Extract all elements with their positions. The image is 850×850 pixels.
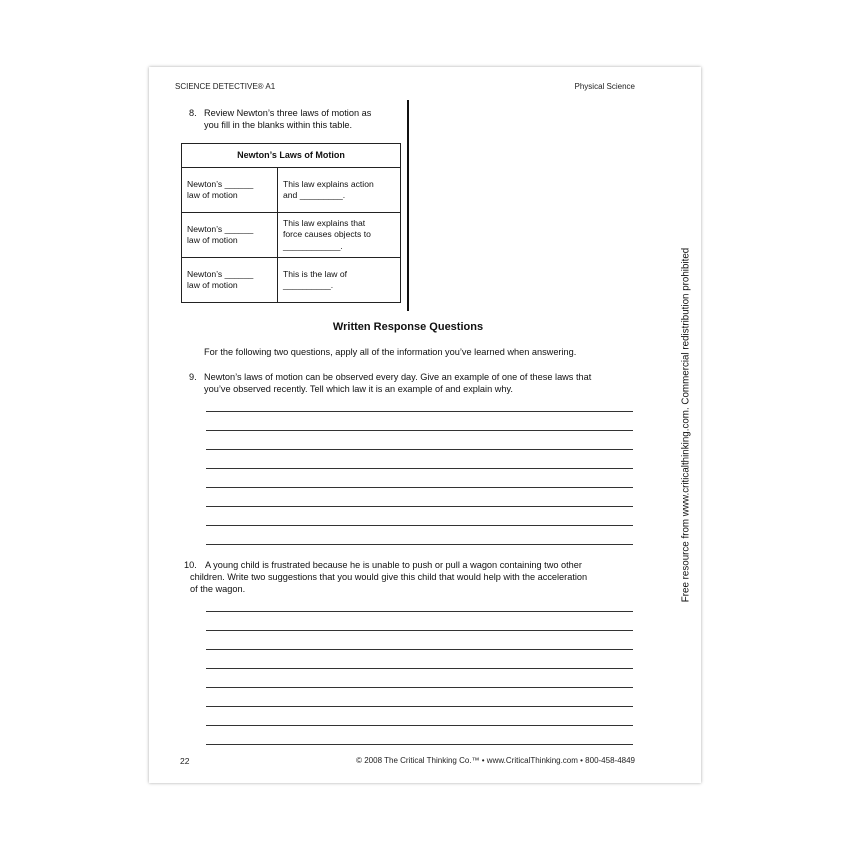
worksheet-page (149, 67, 701, 783)
cell-text: ____________. (283, 240, 343, 251)
question-9-line-2: you’ve observed recently. Tell which law it is an example of and explain why. (204, 384, 513, 394)
table-cell-law-description (278, 213, 401, 258)
cell-text: This law explains action (283, 178, 374, 189)
cell-text: Newton’s ______ (187, 178, 254, 189)
cell-text: This is the law of (283, 268, 347, 279)
answer-line[interactable] (206, 544, 633, 545)
answer-line[interactable] (206, 506, 633, 507)
answer-line[interactable] (206, 449, 633, 450)
table-cell-law-name (182, 168, 278, 213)
header-series-title: SCIENCE DETECTIVE® A1 (175, 82, 276, 91)
answer-line[interactable] (206, 630, 633, 631)
table-cell-law-description (278, 258, 401, 303)
answer-line[interactable] (206, 430, 633, 431)
table-row (182, 168, 401, 213)
question-9-number: 9. (189, 372, 197, 382)
footer-copyright: © 2008 The Critical Thinking Co.™ • www.CriticalThinking.com • 800-458-4849 (356, 756, 635, 765)
question-8-number: 8. (189, 108, 197, 118)
table-title: Newton’s Laws of Motion (182, 144, 401, 168)
answer-line[interactable] (206, 725, 633, 726)
question-10-line-3: of the wagon. (190, 584, 246, 594)
cell-text: law of motion (187, 190, 238, 200)
question-10-line-2: children. Write two suggestions that you would give this child that would help with the acceleration (190, 572, 588, 582)
table-cell-law-name (182, 258, 278, 303)
answer-line[interactable] (206, 687, 633, 688)
table-row (182, 213, 401, 258)
table-cell-law-name (182, 213, 278, 258)
cell-text: force causes objects to (283, 229, 371, 240)
answer-line[interactable] (206, 668, 633, 669)
table-cell-law-description (278, 168, 401, 213)
question-10-number: 10. (184, 560, 197, 570)
question-10-line-1: A young child is frustrated because he is unable to push or pull a wagon containing two other (205, 560, 582, 570)
question-8-line-2: you fill in the blanks within this table. (204, 120, 353, 130)
cell-text: and _________. (283, 190, 346, 200)
cell-text: __________. (283, 280, 334, 290)
cell-text: This law explains that (283, 217, 366, 228)
table-header-row (182, 144, 401, 168)
cell-text: Newton’s ______ (187, 223, 254, 234)
page-number: 22 (180, 756, 190, 766)
table-row (182, 258, 401, 303)
answer-line[interactable] (206, 411, 633, 412)
answer-line[interactable] (206, 611, 633, 612)
answer-line[interactable] (206, 468, 633, 469)
newtons-laws-table (181, 143, 401, 303)
cell-text: Newton’s ______ (187, 268, 254, 279)
answer-line[interactable] (206, 744, 633, 745)
answer-line[interactable] (206, 525, 633, 526)
redistribution-notice-text: Free resource from www.criticalthinking.com. Commercial redistribution prohibited (680, 247, 692, 603)
answer-line[interactable] (206, 649, 633, 650)
question-8-line-1: Review Newton’s three laws of motion as (204, 108, 372, 118)
header-subject: Physical Science (574, 82, 635, 91)
question-9-line-1: Newton’s laws of motion can be observed every day. Give an example of one of these laws that (204, 372, 592, 382)
written-response-intro: For the following two questions, apply all of the information you’ve learned when answering. (204, 347, 577, 357)
cell-text: law of motion (187, 280, 238, 290)
written-response-title: Written Response Questions (332, 321, 484, 333)
cell-text: law of motion (187, 235, 238, 245)
answer-line[interactable] (206, 706, 633, 707)
answer-line[interactable] (206, 487, 633, 488)
column-divider (407, 100, 409, 311)
